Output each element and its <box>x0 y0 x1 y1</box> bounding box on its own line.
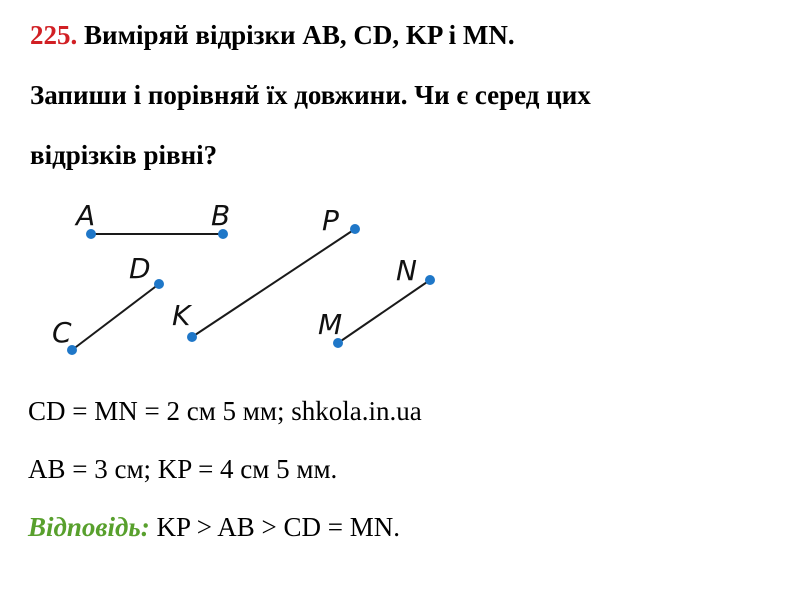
segment-cd <box>72 284 159 350</box>
answer-text: KP > AB > CD = MN. <box>149 512 400 542</box>
label-p: P <box>322 204 339 237</box>
solution-line-2: AB = 3 см; KP = 4 см 5 мм. <box>28 454 338 484</box>
label-n: N <box>396 254 417 287</box>
solution-line-1: CD = MN = 2 см 5 мм; shkola.in.ua <box>28 396 422 426</box>
point-p <box>350 224 360 234</box>
task-number: 225. <box>30 20 78 50</box>
label-k: K <box>172 299 191 332</box>
task-line-2: Запиши і порівняй їх довжини. Чи є серед цих <box>30 80 591 110</box>
label-c: C <box>52 316 72 349</box>
point-d <box>154 279 164 289</box>
solution-text <box>28 388 788 562</box>
task-line-1-text: Виміряй відрізки AB, CD, KP і MN. <box>84 20 515 50</box>
point-k <box>187 332 197 342</box>
label-b: B <box>211 199 231 232</box>
segment-mn <box>338 280 430 343</box>
label-d: D <box>129 252 151 285</box>
label-m: M <box>318 308 343 341</box>
task-line-3: відрізків рівні? <box>30 140 218 170</box>
answer-label: Відповідь: <box>28 512 150 542</box>
label-a: A <box>76 199 96 232</box>
answer-line <box>28 504 788 562</box>
point-n <box>425 275 435 285</box>
